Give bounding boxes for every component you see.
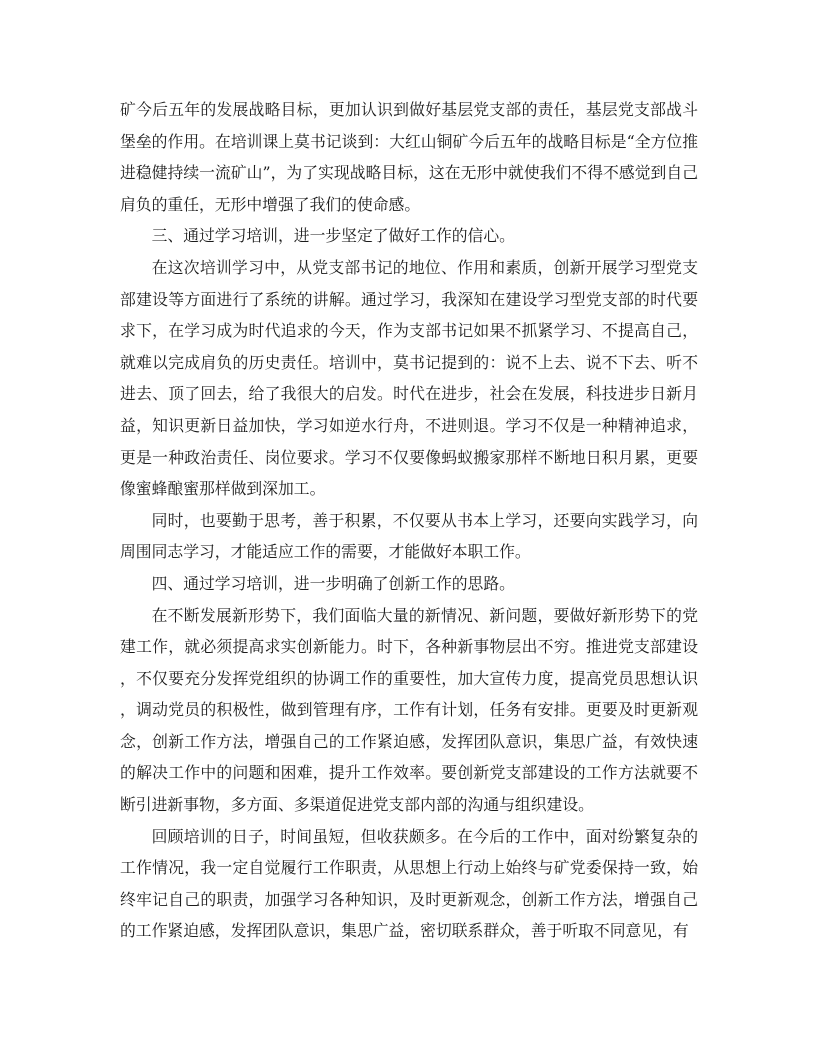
paragraph-learning: 在这次培训学习中，从党支部书记的地位、作用和素质，创新开展学习型党支部建设等方面进行了系统的讲解。通过学习，我深知在建设学习型党支部的时代要求下，在学习成为时代追求的今天，作为支部书记如果不抓紧学习、不提高自己，就难以完成肩负的历史责任。培训中，莫书记提到的：说不上去、说不下去、听不进去、顶了回去，给了我很大的启发。时代在进步，社会在发展，科技进步日新月益，知识更新日益加快，学习如逆水行舟，不进则退。学习不仅是一种精神追求，更是一种政治责任、岗位要求。学习不仅要像蚂蚁搬家那样不断地日积月累，更要像蜜蜂酿蜜那样做到深加工。	[120, 257, 698, 499]
paragraph-review: 回顾培训的日子，时间虽短，但收获颇多。在今后的工作中，面对纷繁复杂的工作情况，我一定自觉履行工作职责，从思想上行动上始终与矿党委保持一致，始终牢记自己的职责，加强学习各种知识，及时更新观念，创新工作方法，增强自己的工作紧迫感，发挥团队意识，集思广益，密切联系群众，善于听取不同意见，有	[120, 826, 698, 941]
paragraph-thinking: 同时，也要勤于思考，善于积累，不仅要从书本上学习，还要向实践学习，向周围同志学习，才能适应工作的需要，才能做好本职工作。	[120, 510, 698, 562]
document-page	[120, 94, 698, 954]
paragraph-innovation: 在不断发展新形势下，我们面临大量的新情况、新问题，要做好新形势下的党建工作，就必须提高求实创新能力。时下，各种新事物层出不穷。推进党支部建设，不仅要充分发挥党组织的协调工作的重要性，加大宣传力度，提高党员思想认识，调动党员的积极性，做到管理有序，工作有计划，任务有安排。更要及时更新观念，创新工作方法，增强自己的工作紧迫感，发挥团队意识，集思广益，有效快速的解决工作中的问题和困难，提升工作效率。要创新党支部建设的工作方法就要不断引进新事物，多方面、多渠道促进党支部内部的沟通与组织建设。	[120, 605, 698, 815]
paragraph-intro-continuation: 矿今后五年的发展战略目标，更加认识到做好基层党支部的责任，基层党支部战斗堡垒的作用。在培训课上莫书记谈到：大红山铜矿今后五年的战略目标是“全方位推进稳健持续一流矿山”，为了实现战略目标，这在无形中就使我们不得不感觉到自己肩负的重任，无形中增强了我们的使命感。	[120, 100, 698, 214]
section-heading-four: 四、通过学习培训，进一步明确了创新工作的思路。	[151, 573, 515, 593]
section-heading-three: 三、通过学习培训，进一步坚定了做好工作的信心。	[151, 226, 515, 246]
